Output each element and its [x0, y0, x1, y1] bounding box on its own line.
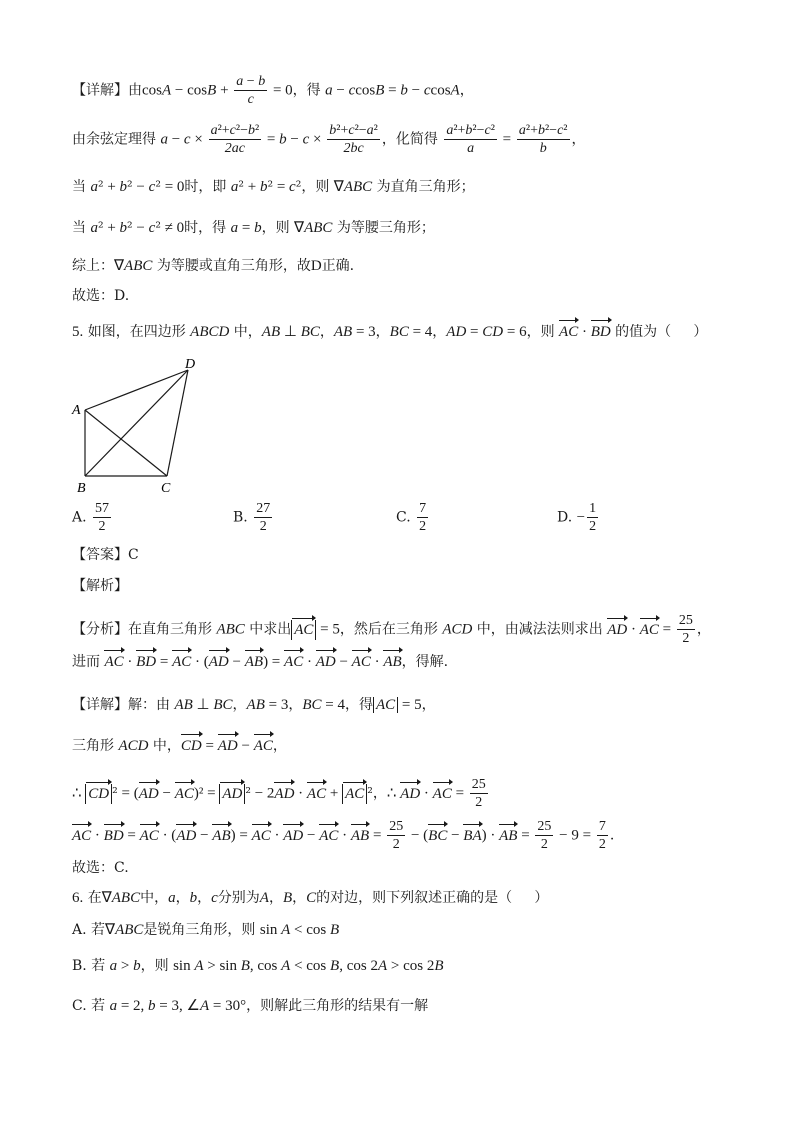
detail-line-3: 当 a² + b² − c² = 0时，即 a² + b² = c²，则 ∇ABC 为直角三角形； — [72, 179, 475, 195]
question-6-option-b[interactable]: B. 若 a > b，则 sin A > sin B, cos A < cos B, cos 2A > cos 2B — [72, 958, 444, 974]
detail-line-1: 【详解】由cosA − cosB + $\frac{a - b}{c}$ = 0，得 a − ccosB = b − ccosA， — [72, 74, 474, 107]
vertex-label-d: D — [185, 357, 196, 372]
answer-line: 【答案】C — [72, 547, 139, 563]
option-b[interactable]: B. $\frac{27}{2}$ — [233, 501, 271, 534]
vertex-label-b: B — [77, 481, 86, 496]
fraction-a-minus-b-over-c: $\frac{a - b}{c}$ — [236, 74, 266, 107]
analysis-tag: 【解析】 — [72, 578, 128, 594]
detail-5-line-4: AC · BD = AC · (AD − AB) = AC · AD − AC · AB = $\frac{25}{2}$ − (BC − BA) · AB = $\frac{25}{2}$ − 9 = $\frac{7}{2}$ . — [72, 819, 615, 852]
question-6-stem: 6. 在∇ABC中，a，b，c分别为A，B，C的对边，则下列叙述正确的是（ ） — [72, 890, 549, 906]
quadrilateral-figure — [68, 356, 203, 496]
detail-5-line-2: 三角形 ACD 中，CD = AD − AC， — [72, 738, 287, 754]
detail-line-2: 由余弦定理得 a − c × $\frac{\text{a²+c²−b²}}{2ac}$ = b − c × $\frac{\text{b²+c²−a²}}{2bc}$ ，化简得 $\frac{\text{a²+b²−c²}}{a}$ = $\frac{\text{a²+b²−c²}}{b}$ ， — [72, 123, 586, 156]
detail-5-line-3: ∴ CD ² = (AD − AC)² = AD ² − 2AD · AC + AC ²，∴ AD · AC = $\frac{25}{2}$ — [72, 777, 486, 810]
question-6-option-c[interactable]: C. 若 a = 2, b = 3, ∠A = 30°，则解此三角形的结果有一解 — [72, 998, 429, 1014]
vertex-label-c: C — [161, 481, 171, 496]
detail-line-4: 当 a² + b² − c² ≠ 0时，得 a = b，则 ∇ABC 为等腰三角形； — [72, 220, 435, 236]
fenxi-line-1: 【分析】在直角三角形 ABC 中求出 AC = 5，然后在三角形 ACD 中，由减法法则求出 AD · AC = $\frac{25}{2}$ ， — [72, 613, 711, 646]
fenxi-line-2: 进而 AC · BD = AC · (AD − AB) = AC · AD − AC · AB，得解. — [72, 654, 449, 670]
detail-tag: 【详解】 — [72, 82, 128, 99]
simplified-fraction-2: $\frac{\text{a²+b²−c²}}{b}$ — [518, 123, 568, 156]
option-d[interactable]: D. − $\frac{1}{2}$ — [557, 501, 597, 534]
conclusion-line: 综上：∇ABC 为等腰或直角三角形，故D正确. — [72, 258, 355, 274]
question-5-stem: 5. 如图，在四边形 ABCD 中，AB ⊥ BC，AB = 3，BC = 4，AD = CD = 6，则 AC · BD 的值为（ ） — [72, 324, 708, 340]
vertex-label-a: A — [72, 403, 81, 418]
detail-5-line-1: 【详解】解：由 AB ⊥ BC，AB = 3，BC = 4，得 AC = 5， — [72, 697, 436, 713]
question-6-option-a[interactable]: A. 若∇ABC是锐角三角形，则 sin A < cos B — [72, 922, 340, 938]
choose-d: 故选：D. — [72, 288, 130, 304]
option-c[interactable]: C. $\frac{7}{2}$ — [396, 501, 427, 534]
choose-c: 故选：C. — [72, 860, 129, 876]
simplified-fraction-1: $\frac{\text{a²+b²−c²}}{a}$ — [446, 123, 495, 156]
cosine-fraction-2: $\frac{\text{b²+c²−a²}}{2bc}$ — [329, 123, 378, 156]
cosine-fraction-1: $\frac{\text{a²+c²−b²}}{2ac}$ — [210, 123, 260, 156]
option-a[interactable]: A. $\frac{57}{2}$ — [72, 501, 110, 534]
